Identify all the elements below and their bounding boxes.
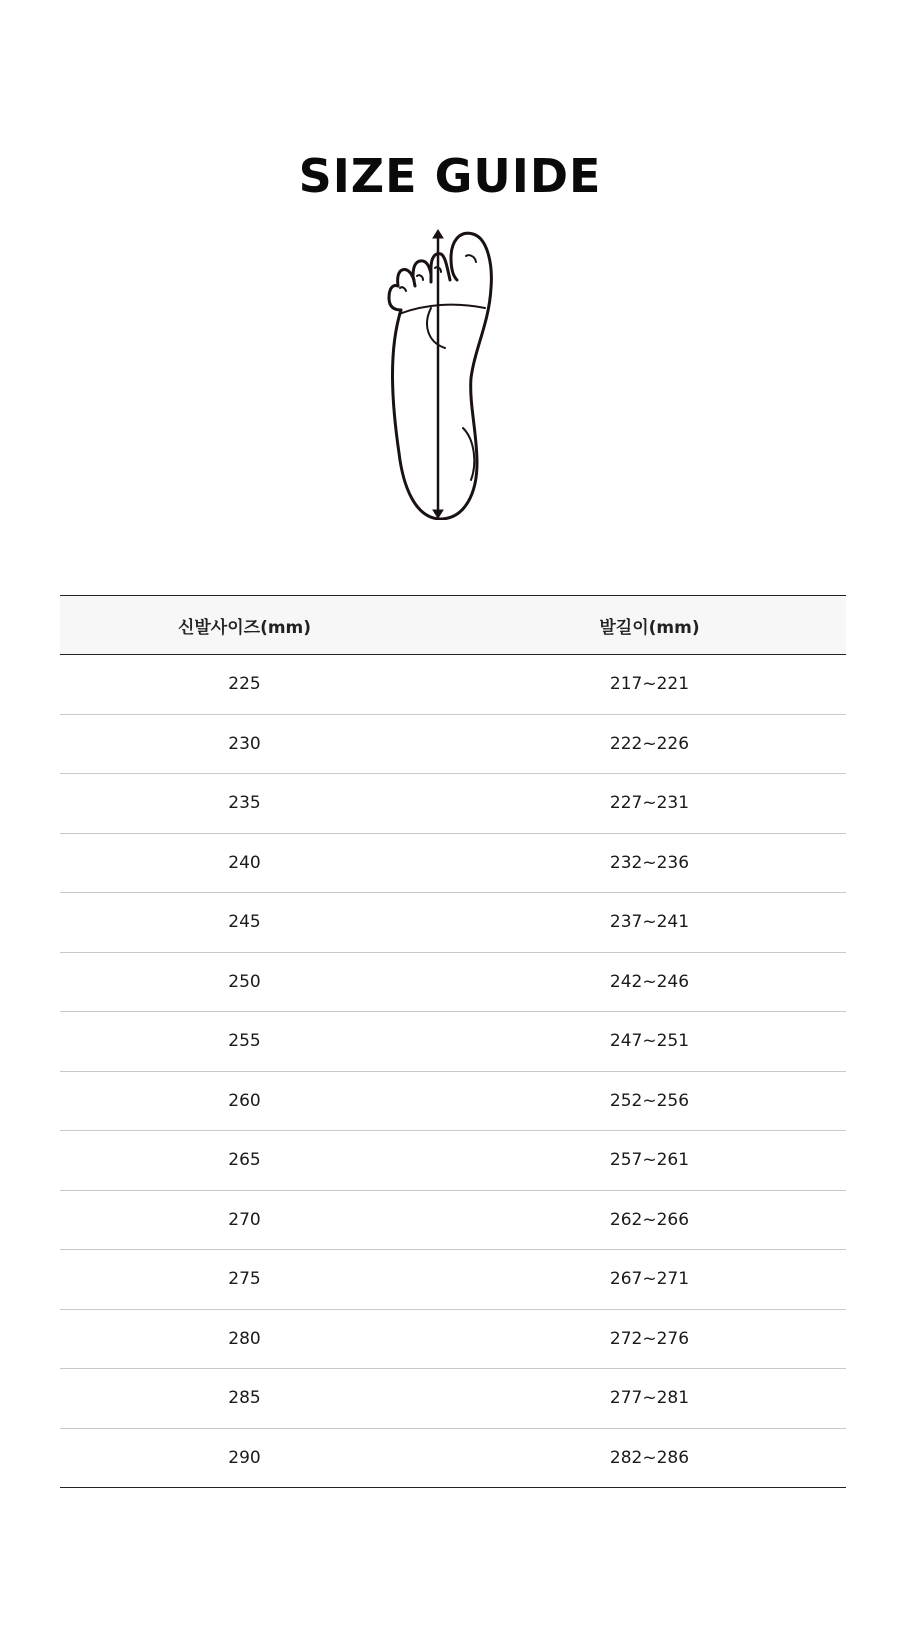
table-row — [60, 1191, 846, 1251]
foot-length-cell: 237~241 — [609, 912, 690, 933]
foot-length-cell: 217~221 — [609, 674, 690, 695]
header-foot-length: 발길이(mm) — [599, 617, 700, 638]
foot-length-cell: 267~271 — [609, 1269, 690, 1290]
table-row — [60, 655, 846, 715]
shoe-size-cell: 245 — [228, 912, 261, 933]
foot-length-cell: 227~231 — [609, 793, 690, 814]
page-title: SIZE GUIDE — [298, 149, 602, 203]
foot-length-cell: 232~236 — [609, 852, 690, 873]
shoe-size-cell: 280 — [228, 1328, 261, 1349]
foot-length-cell: 282~286 — [609, 1447, 690, 1468]
table-row — [60, 953, 846, 1013]
shoe-size-cell: 260 — [228, 1090, 261, 1111]
foot-length-cell: 257~261 — [609, 1150, 690, 1171]
table-row — [60, 1369, 846, 1429]
foot-length-measurement-icon — [385, 228, 515, 520]
table-row — [60, 1310, 846, 1370]
table-header — [60, 596, 846, 655]
shoe-size-cell: 225 — [228, 674, 261, 695]
table-row — [60, 715, 846, 775]
foot-length-cell: 262~266 — [609, 1209, 690, 1230]
table-row — [60, 1131, 846, 1191]
foot-length-cell: 242~246 — [609, 971, 690, 992]
foot-length-cell: 247~251 — [609, 1031, 690, 1052]
shoe-size-cell: 290 — [228, 1447, 261, 1468]
table-row — [60, 1429, 846, 1488]
table-row — [60, 1250, 846, 1310]
table-row — [60, 1012, 846, 1072]
table-row — [60, 1072, 846, 1132]
shoe-size-cell: 275 — [228, 1269, 261, 1290]
table-row — [60, 834, 846, 894]
shoe-size-cell: 285 — [228, 1388, 261, 1409]
shoe-size-cell: 270 — [228, 1209, 261, 1230]
foot-length-cell: 277~281 — [609, 1388, 690, 1409]
foot-length-cell: 222~226 — [609, 733, 690, 754]
foot-length-cell: 272~276 — [609, 1328, 690, 1349]
shoe-size-cell: 265 — [228, 1150, 261, 1171]
table-row — [60, 774, 846, 834]
header-shoe-size: 신발사이즈(mm) — [177, 617, 312, 638]
shoe-size-cell: 255 — [228, 1031, 261, 1052]
table-row — [60, 893, 846, 953]
foot-length-cell: 252~256 — [609, 1090, 690, 1111]
shoe-size-cell: 230 — [228, 733, 261, 754]
shoe-size-cell: 250 — [228, 971, 261, 992]
shoe-size-cell: 235 — [228, 793, 261, 814]
size-guide-table — [60, 595, 846, 1488]
shoe-size-cell: 240 — [228, 852, 261, 873]
